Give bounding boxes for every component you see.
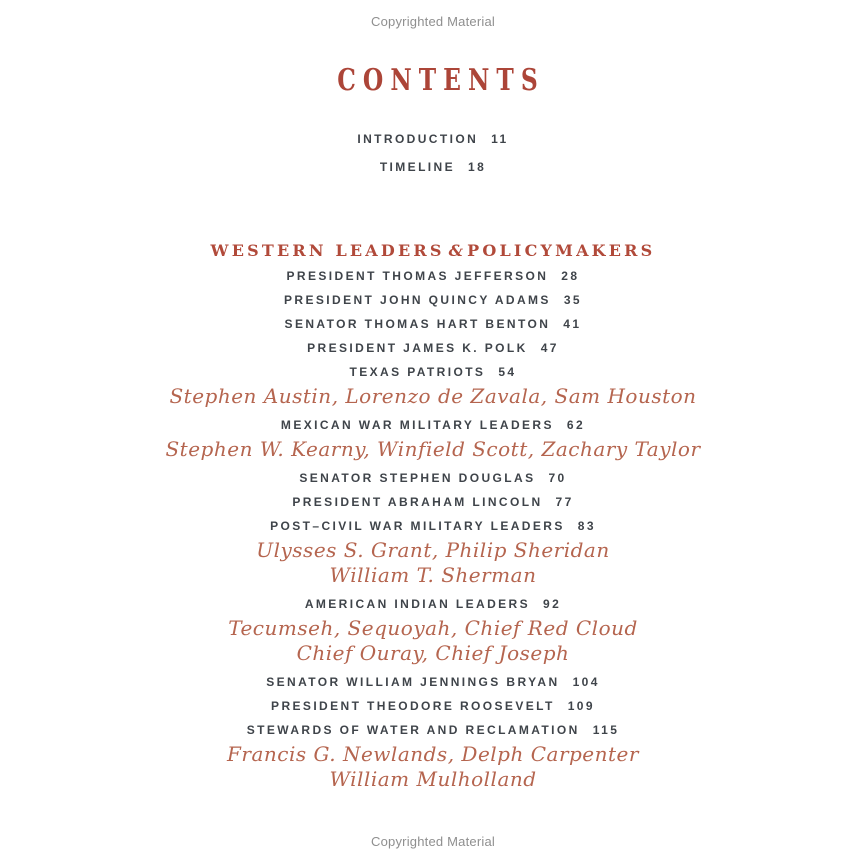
toc-subentry-names: Tecumseh, Sequoyah, Chief Red Cloud: [228, 616, 638, 640]
toc-entry-label: INTRODUCTION: [357, 132, 479, 146]
toc-entry-label: TEXAS PATRIOTS: [349, 365, 486, 379]
toc-entry-label: TIMELINE: [379, 160, 456, 174]
contents-title-text: CONTENTS: [337, 63, 545, 98]
toc-entry: [0, 160, 866, 175]
toc-entry-page-number: 18: [468, 160, 487, 174]
toc-entry-page-number: 92: [543, 597, 562, 611]
toc-entry: [0, 471, 866, 486]
toc-list: [0, 269, 866, 791]
toc-entry: [0, 293, 866, 308]
toc-entry-label: AMERICAN INDIAN LEADERS: [304, 597, 531, 611]
toc-entry-label: STEWARDS OF WATER AND RECLAMATION: [246, 723, 580, 737]
section-heading-ampersand: &: [448, 241, 464, 260]
toc-subentry-names: Stephen Austin, Lorenzo de Zavala, Sam Houston: [169, 384, 697, 408]
toc-entry-label: POST–CIVIL WAR MILITARY LEADERS: [270, 519, 565, 533]
toc-entry-label: SENATOR STEPHEN DOUGLAS: [299, 471, 536, 485]
front-matter-list: [0, 132, 866, 175]
toc-entry: [0, 675, 866, 690]
toc-entry-page-number: 35: [563, 293, 582, 307]
toc-entry-page-number: 109: [567, 699, 595, 713]
toc-entry-page-number: 47: [540, 341, 559, 355]
toc-entry-label: SENATOR THOMAS HART BENTON: [284, 317, 551, 331]
toc-entry-page-number: 54: [498, 365, 517, 379]
toc-subentry-names: Stephen W. Kearny, Winfield Scott, Zachary Taylor: [165, 437, 701, 461]
toc-entry-label: PRESIDENT THEODORE ROOSEVELT: [271, 699, 555, 713]
toc-entry: [0, 269, 866, 284]
toc-entry-label: PRESIDENT THOMAS JEFFERSON: [286, 269, 549, 283]
section-heading-part1: WESTERN LEADERS: [210, 241, 445, 260]
toc-entry-page-number: 28: [561, 269, 580, 283]
toc-entry-page-number: 70: [548, 471, 567, 485]
toc-entry-page-number: 62: [566, 418, 586, 432]
toc-entry-label: MEXICAN WAR MILITARY LEADERS: [280, 418, 554, 432]
copyright-notice-top: Copyrighted Material: [371, 14, 495, 29]
toc-entry: [0, 495, 866, 510]
section-heading-part2: POLICYMAKERS: [467, 241, 656, 260]
toc-entry-page-number: 104: [572, 675, 600, 689]
toc-entry: [0, 519, 866, 534]
toc-entry: [0, 699, 866, 714]
toc-entry: [0, 365, 866, 380]
contents-title: [0, 63, 866, 98]
toc-entry-label: PRESIDENT JAMES K. POLK: [307, 341, 528, 355]
toc-entry-label: SENATOR WILLIAM JENNINGS BRYAN: [266, 675, 560, 689]
toc-entry-page-number: 11: [491, 132, 509, 146]
toc-entry-label: PRESIDENT ABRAHAM LINCOLN: [292, 495, 543, 509]
toc-subentry-names: William Mulholland: [329, 767, 537, 791]
toc-subentry-names: William T. Sherman: [329, 563, 537, 587]
toc-entry-page-number: 115: [592, 723, 620, 737]
toc-entry: [0, 597, 866, 612]
toc-entry-page-number: 41: [563, 317, 582, 331]
toc-entry: [0, 132, 866, 147]
toc-entry-page-number: 83: [577, 519, 596, 533]
toc-subentry-names: Ulysses S. Grant, Philip Sheridan: [256, 538, 610, 562]
toc-subentry-names: Chief Ouray, Chief Joseph: [296, 641, 570, 665]
toc-entry-label: PRESIDENT JOHN QUINCY ADAMS: [284, 293, 551, 307]
toc-entry: [0, 723, 866, 738]
toc-entry: [0, 418, 866, 433]
toc-entry-page-number: 77: [555, 495, 574, 509]
toc-entry: [0, 341, 866, 356]
toc-entry: [0, 317, 866, 332]
section-heading: [0, 241, 866, 260]
copyright-notice-bottom: Copyrighted Material: [371, 834, 495, 849]
toc-subentry-names: Francis G. Newlands, Delph Carpenter: [227, 742, 639, 766]
